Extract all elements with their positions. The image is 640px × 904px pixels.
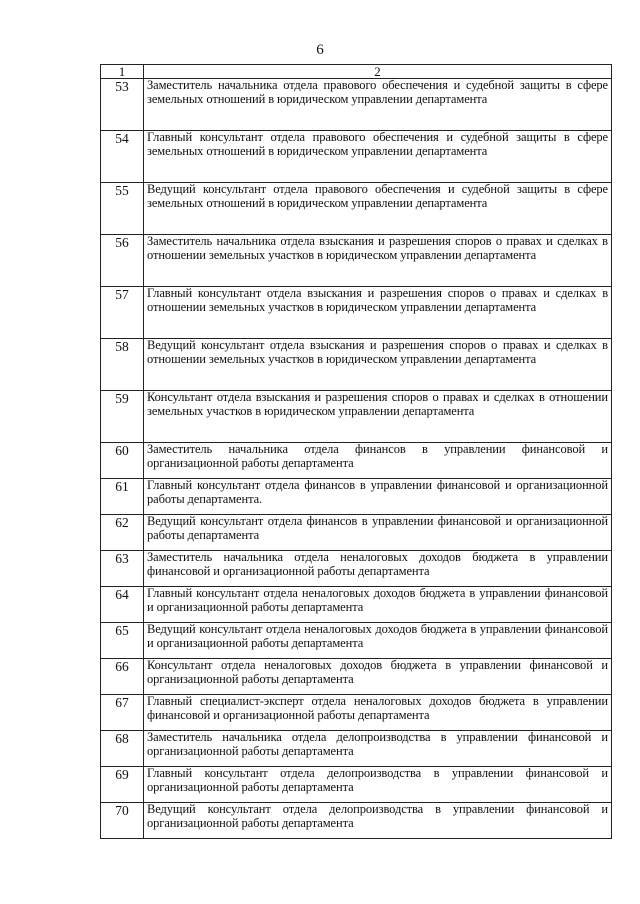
table-row — [101, 587, 612, 623]
table-row — [101, 659, 612, 695]
column-header-2: 2 — [144, 65, 612, 79]
position-title: Ведущий консультант отдела взыскания и разрешения споров о правах и сделках в отношении земельных участков в юридическом управлении департамента — [144, 339, 612, 391]
position-title: Заместитель начальника отдела взыскания и разрешения споров о правах и сделках в отношении земельных участков в юридическом управлении департамента — [144, 235, 612, 287]
table-row — [101, 695, 612, 731]
table-row — [101, 131, 612, 183]
table-row — [101, 391, 612, 443]
row-number: 66 — [101, 659, 144, 695]
table-row — [101, 803, 612, 839]
table-header-row — [101, 65, 612, 79]
position-title: Заместитель начальника отдела правового обеспечения и судебной защиты в сфере земельных отношений в юридическом управлении департамента — [144, 79, 612, 131]
row-number: 63 — [101, 551, 144, 587]
position-title: Главный специалист-эксперт отдела неналоговых доходов бюджета в управлении финансовой и организационной работы департамента — [144, 695, 612, 731]
row-number: 55 — [101, 183, 144, 235]
table-row — [101, 551, 612, 587]
row-number: 58 — [101, 339, 144, 391]
table-row — [101, 479, 612, 515]
position-title: Главный консультант отдела делопроизводства в управлении финансовой и организационной работы департамента — [144, 767, 612, 803]
table-row — [101, 79, 612, 131]
table-row — [101, 515, 612, 551]
table-row — [101, 443, 612, 479]
position-title: Заместитель начальника отдела делопроизводства в управлении финансовой и организационной работы департамента — [144, 731, 612, 767]
row-number: 68 — [101, 731, 144, 767]
row-number: 62 — [101, 515, 144, 551]
position-title: Главный консультант отдела правового обеспечения и судебной защиты в сфере земельных отношений в юридическом управлении департамента — [144, 131, 612, 183]
row-number: 60 — [101, 443, 144, 479]
table-row — [101, 623, 612, 659]
position-title: Главный консультант отдела финансов в управлении финансовой и организационной работы департамента. — [144, 479, 612, 515]
column-header-1: 1 — [101, 65, 144, 79]
position-title: Заместитель начальника отдела финансов в управлении финансовой и организационной работы департамента — [144, 443, 612, 479]
position-title: Ведущий консультант отдела финансов в управлении финансовой и организационной работы департамента — [144, 515, 612, 551]
row-number: 67 — [101, 695, 144, 731]
position-title: Ведущий консультант отдела правового обеспечения и судебной защиты в сфере земельных отношений в юридическом управлении департамента — [144, 183, 612, 235]
table-row — [101, 767, 612, 803]
row-number: 56 — [101, 235, 144, 287]
positions-table — [100, 64, 612, 839]
row-number: 57 — [101, 287, 144, 339]
table-row — [101, 339, 612, 391]
row-number: 70 — [101, 803, 144, 839]
position-title: Ведущий консультант отдела неналоговых доходов бюджета в управлении финансовой и организационной работы департамента — [144, 623, 612, 659]
position-title: Главный консультант отдела неналоговых доходов бюджета в управлении финансовой и организационной работы департамента — [144, 587, 612, 623]
row-number: 61 — [101, 479, 144, 515]
row-number: 54 — [101, 131, 144, 183]
table-row — [101, 183, 612, 235]
row-number: 59 — [101, 391, 144, 443]
position-title: Консультант отдела неналоговых доходов бюджета в управлении финансовой и организационной работы департамента — [144, 659, 612, 695]
table-body — [101, 79, 612, 839]
position-title: Консультант отдела взыскания и разрешения споров о правах и сделках в отношении земельных участков в юридическом управлении департамента — [144, 391, 612, 443]
row-number: 65 — [101, 623, 144, 659]
position-title: Ведущий консультант отдела делопроизводства в управлении финансовой и организационной работы департамента — [144, 803, 612, 839]
row-number: 64 — [101, 587, 144, 623]
row-number: 53 — [101, 79, 144, 131]
table-row — [101, 287, 612, 339]
position-title: Заместитель начальника отдела неналоговых доходов бюджета в управлении финансовой и организационной работы департамента — [144, 551, 612, 587]
table-row — [101, 731, 612, 767]
table-row — [101, 235, 612, 287]
row-number: 69 — [101, 767, 144, 803]
position-title: Главный консультант отдела взыскания и разрешения споров о правах и сделках в отношении земельных участков в юридическом управлении департамента — [144, 287, 612, 339]
page-number: 6 — [316, 42, 324, 58]
